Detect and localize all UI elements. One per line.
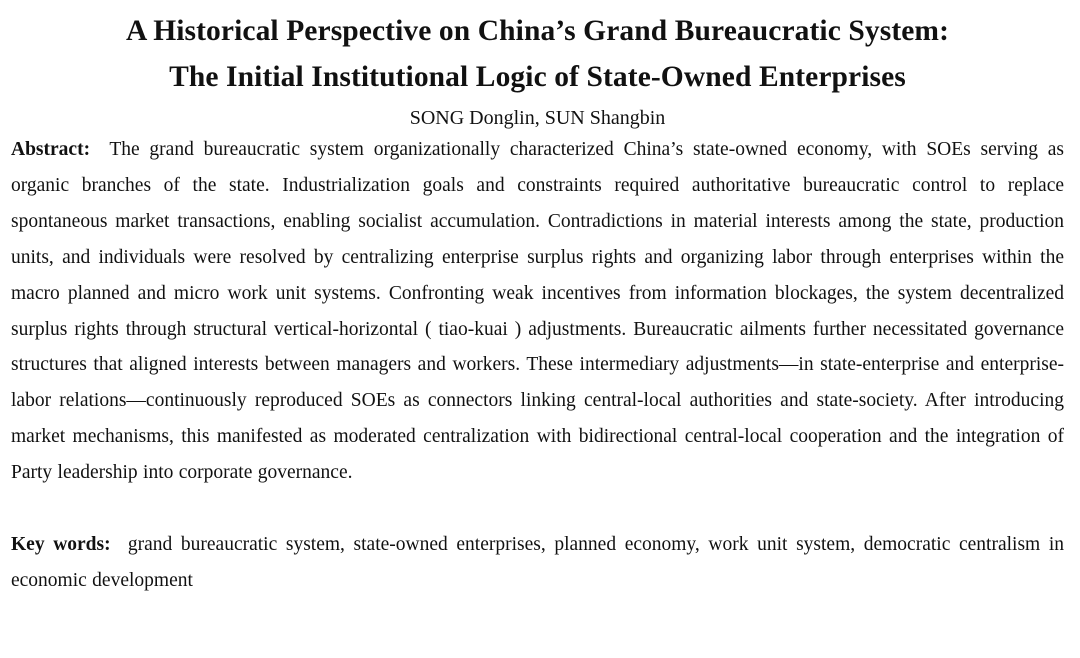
keywords-paragraph (11, 527, 1064, 599)
keywords-label: Key words: (11, 534, 111, 556)
paper-page (0, 8, 1080, 658)
title-line-2: The Initial Institutional Logic of State-Owned Enterprises (169, 61, 906, 93)
authors: SONG Donglin, SUN Shangbin (409, 107, 666, 129)
title-line-1: A Historical Perspective on China’s Grand Bureaucratic System: (125, 15, 950, 47)
paper-title (11, 8, 1064, 100)
abstract-paragraph (11, 132, 1064, 491)
abstract-label: Abstract: (11, 139, 91, 160)
keywords-text: grand bureaucratic system, state-owned enterprises, planned economy, work unit system, democratic centralism in economic development (11, 534, 1064, 591)
abstract-text: The grand bureaucratic system organizationally characterized China’s state-owned economy, with SOEs serving as organic branches of the state. Industrialization goals and constraints required authoritative bureaucratic control to replace spontaneous market transactions, enabling socialist accumulation. Contradictions in material interests among the state, production units, and individuals were resolved by centralizing enterprise surplus rights and organizing labor through enterprises within the macro planned and micro work unit systems. Confronting weak incentives from information blockages, the system decentralized surplus rights through structural vertical-horizontal ( tiao-kuai ) adjustments. Bureaucratic ailments further necessitated governance structures that aligned interests between managers and workers. These intermediary adjustments—in state-enterprise and enterprise-labor relations—continuously reproduced SOEs as connectors linking central-local authorities and state-society. After introducing market mechanisms, this manifested as moderated centralization with bidirectional central-local cooperation and the integration of Party leadership into corporate governance. (11, 139, 1064, 484)
